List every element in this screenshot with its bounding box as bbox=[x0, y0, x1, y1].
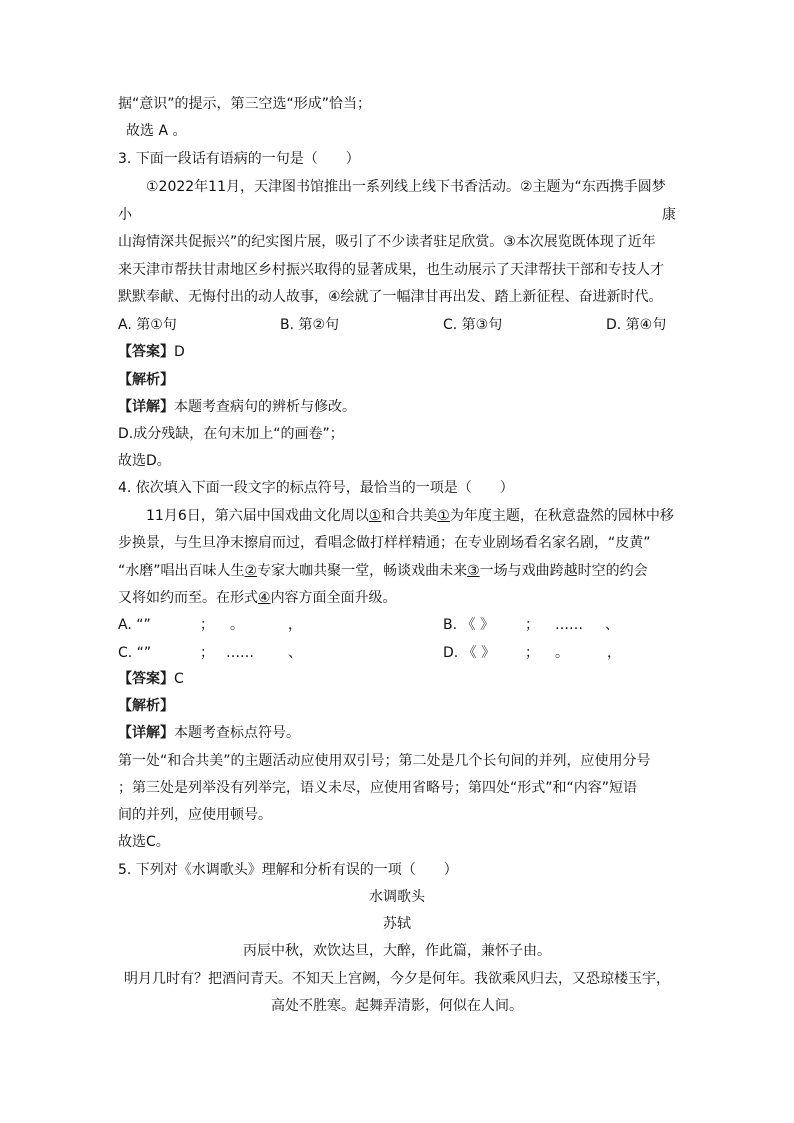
blank-marker: ② bbox=[244, 563, 258, 579]
analysis-tag: 【解析】 bbox=[118, 698, 174, 714]
q3-paragraph-line: 康 bbox=[662, 207, 676, 223]
poem-title: 水调歌头 bbox=[369, 889, 425, 905]
text-span: 又将如约而至。在形式 bbox=[118, 590, 258, 606]
q3-option-d: D. 第④句 bbox=[606, 317, 667, 333]
answer-tag: 【答案】 bbox=[118, 344, 174, 360]
q4-explanation-line: 间的并列，应使用顿号。 bbox=[118, 807, 272, 823]
q3-analysis-tag bbox=[118, 370, 174, 390]
blank-marker: ③ bbox=[467, 563, 480, 579]
option-mark: ； bbox=[200, 617, 214, 633]
q4-option-d bbox=[443, 643, 621, 663]
text-span: 和合共美 bbox=[381, 508, 438, 524]
q4-explanation-line: 第一处“和合共美”的主题活动应使用双引号；第二处是几个长句间的并列，应使用分号 bbox=[118, 753, 651, 769]
option-label: D. 《 》 bbox=[443, 645, 496, 661]
option-mark: …… bbox=[555, 617, 583, 633]
q4-paragraph-line bbox=[118, 588, 397, 608]
poem-preface: 丙辰中秋，欢饮达旦，大醉，作此篇，兼怀子由。 bbox=[243, 943, 551, 959]
option-mark: ； bbox=[525, 617, 539, 633]
q3-option-c: C. 第③句 bbox=[443, 317, 503, 333]
option-mark: ， bbox=[607, 645, 621, 661]
blank-marker: ① bbox=[368, 508, 382, 524]
q3-detail bbox=[118, 397, 356, 417]
option-mark: 。 bbox=[555, 645, 569, 661]
q3-answer bbox=[118, 342, 185, 362]
q4-paragraph-line: 步换景，与生旦净末擦肩而过，看唱念做打样样精通；在专业剧场看名家名剧，“皮黄” bbox=[118, 535, 651, 551]
option-label: B. 《 》 bbox=[443, 617, 494, 633]
q4-detail bbox=[118, 723, 300, 743]
option-mark: 、 bbox=[605, 617, 619, 633]
q3-option-a: A. 第①句 bbox=[118, 317, 177, 333]
option-mark: 、 bbox=[288, 645, 302, 661]
q3-paragraph-line: 小 bbox=[118, 207, 132, 223]
detail-tag: 【详解】 bbox=[118, 725, 174, 741]
analysis-tag: 【解析】 bbox=[118, 372, 174, 388]
q3-paragraph-line: ①2022年11月，天津图书馆推出一系列线上线下书香活动。②主题为“东西携手圆梦 bbox=[146, 179, 666, 195]
question-4-stem: 4. 依次填入下面一段文字的标点符号，最恰当的一项是（ ） bbox=[118, 480, 514, 496]
question-5-stem: 5. 下列对《水调歌头》理解和分析有误的一项（ ） bbox=[118, 862, 458, 878]
q4-paragraph-line bbox=[146, 506, 674, 526]
detail-text: 本题考查病句的辨析与修改。 bbox=[174, 399, 356, 415]
detail-tag: 【详解】 bbox=[118, 399, 174, 415]
text-line: 故选 A 。 bbox=[126, 123, 187, 139]
blank-marker: ① bbox=[437, 508, 450, 524]
option-mark: ； bbox=[200, 645, 214, 661]
q4-option-c bbox=[118, 643, 302, 663]
poem-author: 苏轼 bbox=[383, 916, 411, 932]
q4-conclusion: 故选C。 bbox=[118, 834, 170, 850]
text-span: 专家大咖共聚一堂，畅谈戏曲未来 bbox=[257, 563, 468, 579]
q4-analysis-tag bbox=[118, 696, 174, 716]
poem-line: 高处不胜寒。起舞弄清影，何似在人间。 bbox=[271, 998, 523, 1014]
q4-option-a bbox=[118, 615, 302, 635]
text-span: 为年度主题，在秋意盎然的园林中移 bbox=[449, 508, 674, 524]
option-mark: 。 bbox=[230, 617, 244, 633]
option-label: C. “” bbox=[118, 645, 152, 661]
answer-value: D bbox=[174, 344, 185, 360]
blank-marker: ④ bbox=[258, 590, 271, 606]
option-mark: …… bbox=[226, 645, 254, 661]
q4-paragraph-line bbox=[118, 561, 648, 581]
q3-paragraph-line: 山海情深共促振兴”的纪实图片展，吸引了不少读者驻足欣赏。③本次展览既体现了近年 bbox=[118, 234, 656, 250]
q3-paragraph-line: 来天津市帮扶甘肃地区乡村振兴取得的显著成果，也生动展示了天津帮扶干部和专技人才 bbox=[118, 262, 664, 278]
q4-explanation-line: ；第三处是列举没有列举完，语义未尽，应使用省略号；第四处“形式”和“内容”短语 bbox=[118, 780, 638, 796]
option-label: A. “” bbox=[118, 617, 151, 633]
text-span: “水磨”唱出百味人生 bbox=[118, 563, 245, 579]
q3-paragraph-line: 默默奉献、无悔付出的动人故事，④绘就了一幅津甘再出发、踏上新征程、奋进新时代。 bbox=[118, 289, 663, 305]
poem-line: 明月几时有？把酒问青天。不知天上宫阙，今夕是何年。我欲乘风归去，又恐琼楼玉宇， bbox=[124, 971, 670, 987]
text-span: 11月6日，第六届中国戏曲文化周以 bbox=[146, 508, 369, 524]
q4-option-b bbox=[443, 615, 619, 635]
q3-explanation: D.成分残缺，在句末加上“的画卷”； bbox=[118, 426, 344, 442]
detail-text: 本题考查标点符号。 bbox=[174, 725, 300, 741]
text-span: 内容方面全面升级。 bbox=[270, 590, 397, 606]
q3-option-b: B. 第②句 bbox=[280, 317, 340, 333]
answer-value: C bbox=[174, 671, 184, 687]
answer-tag: 【答案】 bbox=[118, 671, 174, 687]
option-mark: ； bbox=[525, 645, 539, 661]
option-mark: ， bbox=[288, 617, 302, 633]
question-3-stem: 3. 下面一段话有语病的一句是（ ） bbox=[118, 151, 360, 167]
text-line: 据“意识”的提示，第三空选“形成”恰当； bbox=[118, 96, 372, 112]
q4-answer bbox=[118, 669, 184, 689]
text-span: 一场与戏曲跨越时空的约会 bbox=[479, 563, 648, 579]
q3-conclusion: 故选D。 bbox=[118, 453, 171, 469]
